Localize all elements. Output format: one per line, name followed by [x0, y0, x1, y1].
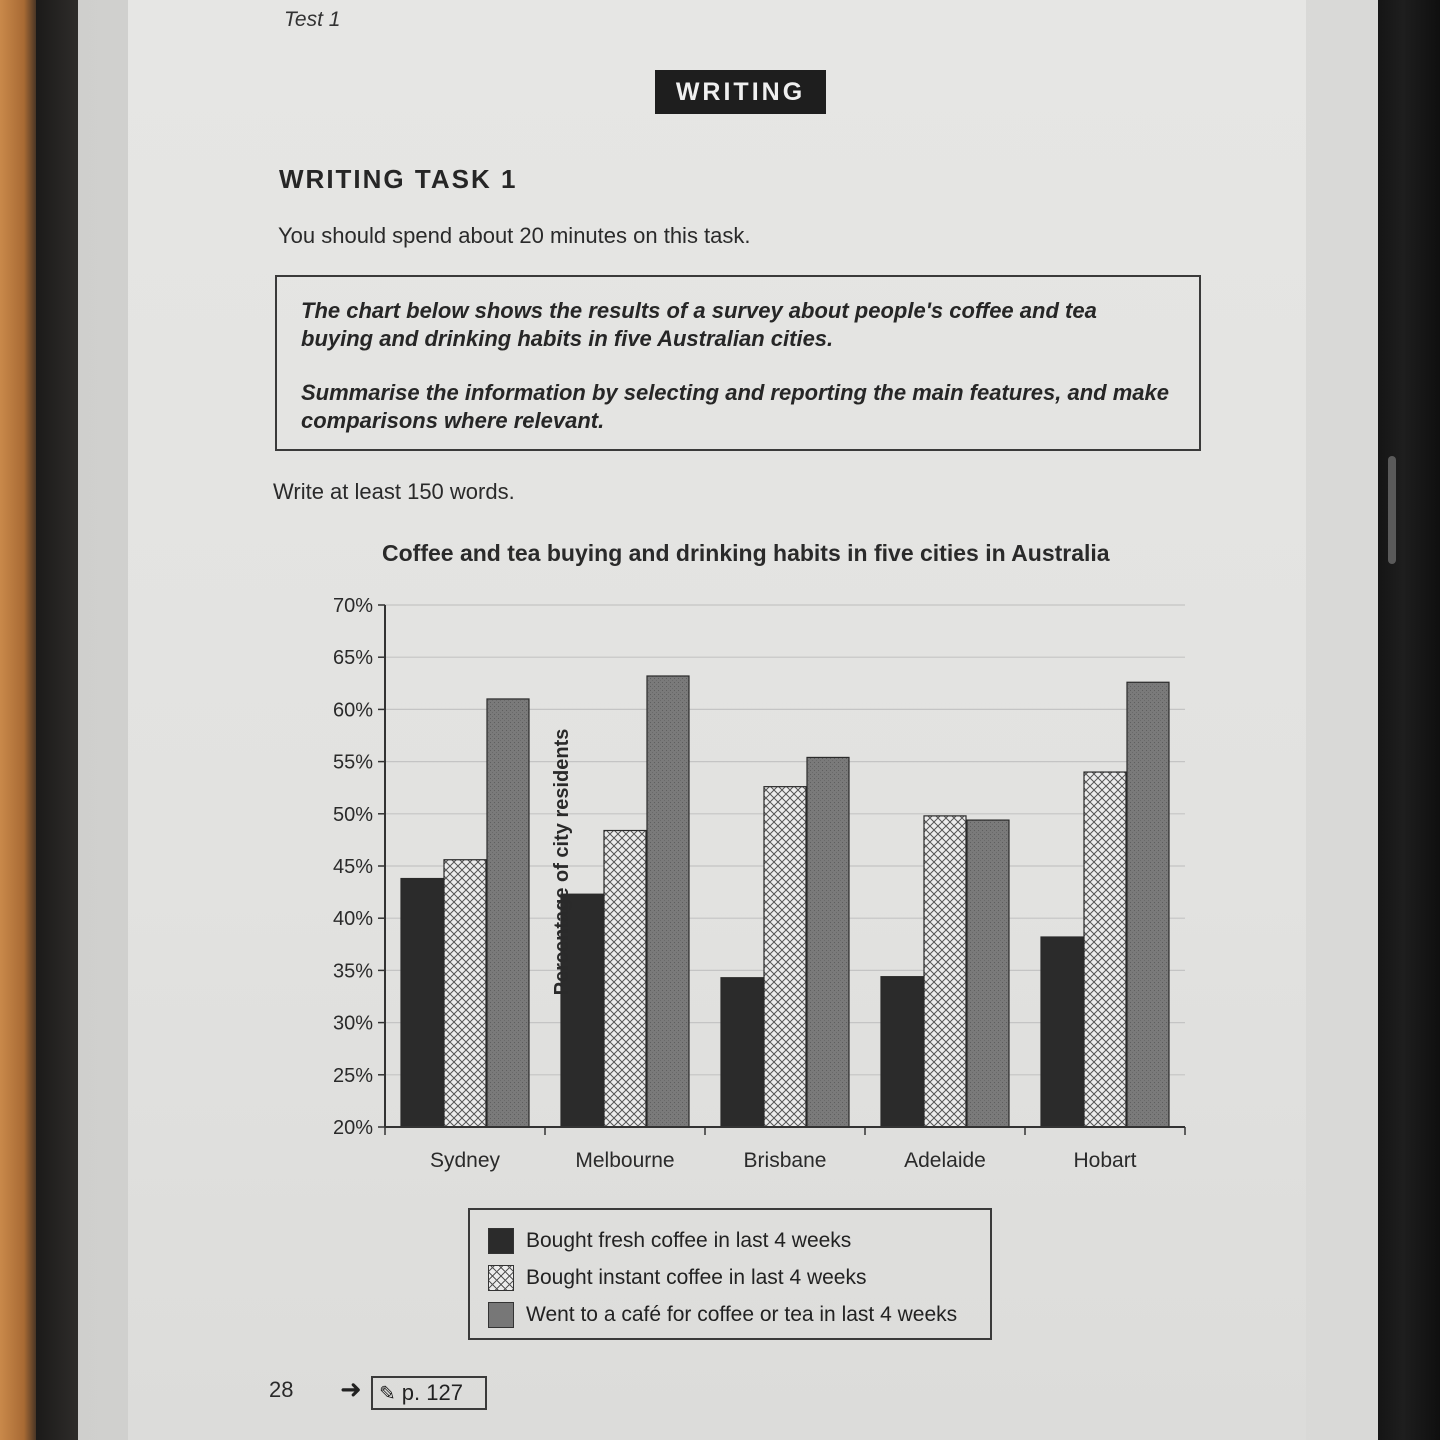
- y-tick-label: 70%: [332, 595, 373, 617]
- legend-label: Bought fresh coffee in last 4 weeks: [526, 1228, 852, 1252]
- task-title: WRITING TASK 1: [279, 164, 518, 194]
- right-arrow-icon: ➜: [340, 1374, 362, 1404]
- device-bezel-right: [1378, 0, 1440, 1440]
- bar-brisbane-series-1: [764, 787, 806, 1127]
- device-bezel-left: [36, 0, 80, 1440]
- legend-label: Bought instant coffee in last 4 weeks: [526, 1265, 867, 1289]
- chart-title: Coffee and tea buying and drinking habits in five cities in Australia: [382, 540, 1110, 566]
- y-tick-label: 20%: [332, 1117, 373, 1139]
- word-count-instruction: Write at least 150 words.: [273, 479, 515, 504]
- bar-sydney-series-2: [487, 699, 529, 1127]
- y-tick-label: 55%: [332, 751, 373, 774]
- x-tick-label: Brisbane: [743, 1149, 827, 1172]
- legend-swatch-instant-coffee: [488, 1265, 514, 1291]
- bar-chart: [270, 590, 1200, 1190]
- bar-adelaide-series-0: [881, 977, 923, 1127]
- time-instruction: You should spend about 20 minutes on this task.: [278, 223, 751, 248]
- bar-adelaide-series-2: [967, 820, 1009, 1127]
- page-reference-link[interactable]: [371, 1376, 487, 1410]
- task-prompt-box: [275, 275, 1201, 451]
- y-axis-label: Percentage of city residents: [551, 728, 573, 996]
- y-tick-label: 45%: [332, 856, 373, 878]
- bar-melbourne-series-2: [647, 676, 689, 1127]
- y-tick-label: 50%: [332, 803, 373, 826]
- bar-hobart-series-1: [1084, 772, 1126, 1127]
- y-tick-label: 40%: [332, 908, 373, 931]
- y-tick-label: 30%: [332, 1012, 373, 1035]
- bar-hobart-series-0: [1041, 937, 1083, 1127]
- legend-swatch-fresh-coffee: [488, 1228, 514, 1254]
- legend-item-fresh-coffee: [488, 1222, 990, 1259]
- y-tick-label: 35%: [332, 960, 373, 983]
- chart-legend: [468, 1208, 992, 1340]
- legend-label: Went to a café for coffee or tea in last 4 weeks: [526, 1302, 958, 1326]
- prompt-description: The chart below shows the results of a survey about people's coffee and tea buying and drinking habits in five Australian cities.: [301, 298, 1097, 351]
- y-tick-label: 25%: [332, 1064, 373, 1087]
- bar-brisbane-series-0: [721, 978, 763, 1127]
- device-edge: [0, 0, 40, 1440]
- section-badge: WRITING: [655, 70, 826, 114]
- bar-melbourne-series-1: [604, 831, 646, 1127]
- page-reference-text: p. 127: [401, 1380, 463, 1405]
- bar-sydney-series-1: [444, 860, 486, 1127]
- legend-swatch-cafe: [488, 1302, 514, 1328]
- bar-brisbane-series-2: [807, 757, 849, 1127]
- bar-hobart-series-2: [1127, 682, 1169, 1127]
- bar-adelaide-series-1: [924, 816, 966, 1127]
- scrollbar-thumb[interactable]: [1388, 456, 1396, 564]
- x-tick-label: Sydney: [429, 1149, 501, 1172]
- y-tick-label: 65%: [332, 647, 373, 670]
- legend-item-instant-coffee: [488, 1259, 990, 1296]
- page-number: 28: [269, 1377, 294, 1402]
- x-tick-label: Melbourne: [575, 1149, 675, 1172]
- prompt-instruction: Summarise the information by selecting and reporting the main features, and make comparisons where relevant.: [301, 380, 1169, 433]
- bar-sydney-series-0: [401, 879, 443, 1127]
- legend-item-cafe: [488, 1296, 990, 1333]
- y-tick-label: 60%: [332, 699, 373, 722]
- pencil-icon: ✎: [379, 1382, 396, 1405]
- x-tick-label: Hobart: [1073, 1149, 1137, 1172]
- x-tick-label: Adelaide: [904, 1149, 986, 1172]
- page-header: Test 1: [284, 8, 341, 31]
